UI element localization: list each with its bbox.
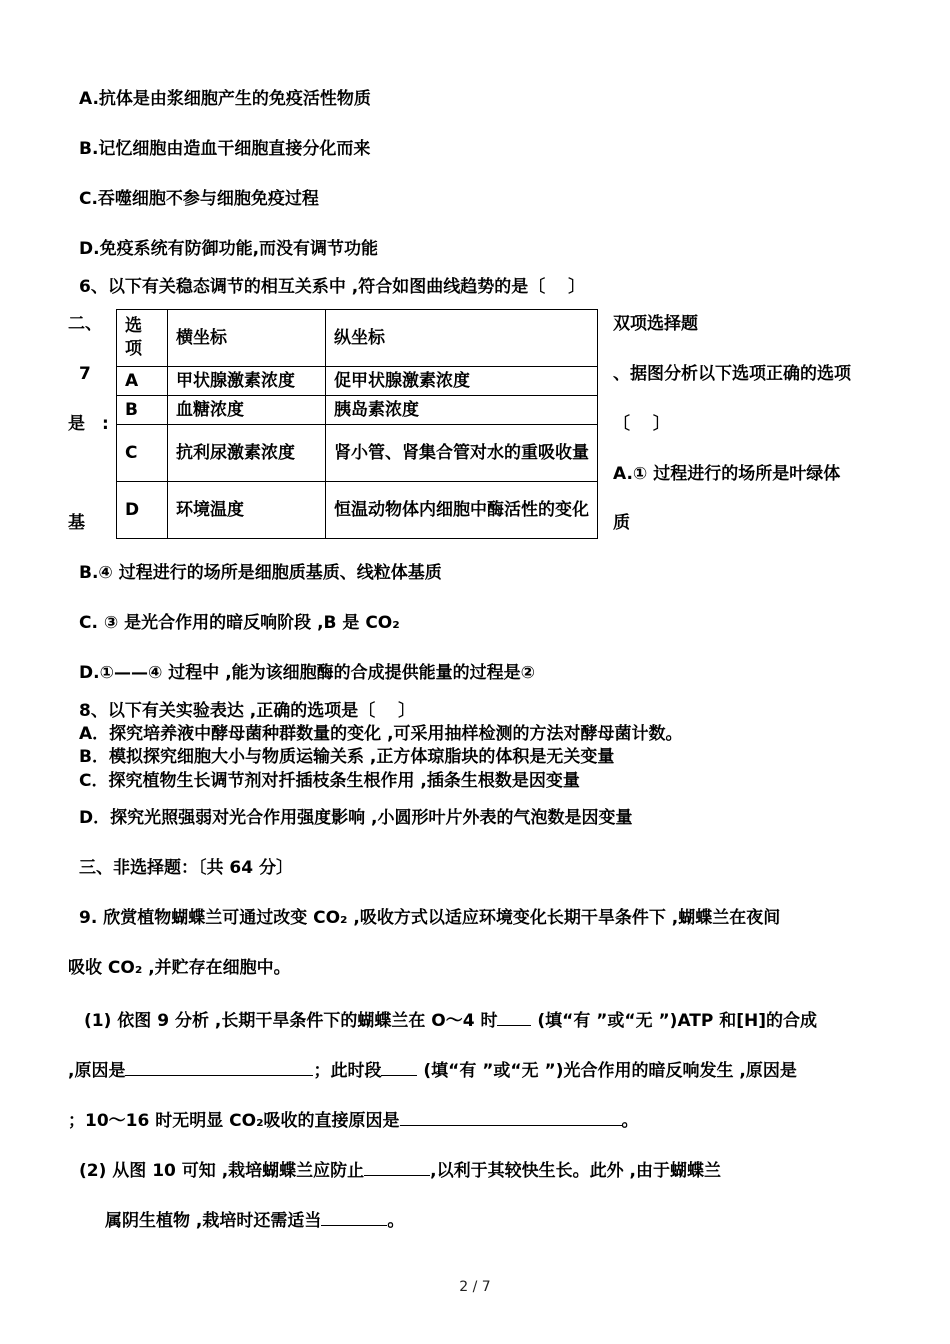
- q8-option-a: A．探究培养液中酵母菌种群数量的变化 ,可采用抽样检测的方法对酵母菌计数。: [79, 724, 683, 744]
- q7-option-c: C. ③ 是光合作用的暗反响阶段 ,B 是 CO₂: [79, 613, 400, 633]
- row-x: 抗利尿激素浓度: [168, 425, 326, 482]
- q9-p2-text-c: 属阴生植物 ,栽培时还需适当: [105, 1211, 322, 1231]
- q5-option-d: D.免疫系统有防御功能,而没有调节功能: [79, 239, 379, 259]
- q8-stem: 8、以下有关实验表达 ,正确的选项是〔 〕: [79, 701, 416, 721]
- q9-p2-text-a: (2) 从图 10 可知 ,栽培蝴蝶兰应防止: [79, 1161, 365, 1181]
- q9-line2: 吸收 CO₂ ,并贮存在细胞中。: [68, 958, 291, 978]
- row-option: C: [117, 425, 168, 482]
- answer-blank-4[interactable]: [400, 1107, 622, 1126]
- answer-blank-1[interactable]: [497, 1007, 531, 1026]
- q7-option-d: D.①——④ 过程中 ,能为该细胞酶的合成提供能量的过程是②: [79, 663, 536, 683]
- q7-option-a: A.① 过程进行的场所是叶绿体: [613, 464, 841, 484]
- q7-bracket: 〔 〕: [613, 414, 670, 434]
- table-row: [117, 367, 598, 396]
- answer-blank-3[interactable]: [381, 1057, 417, 1076]
- q9-p1-text-f: ；10～16 时无明显 CO₂吸收的直接原因是: [68, 1111, 400, 1131]
- q7-fragment-left: 是 :: [68, 414, 109, 434]
- q8-option-c: C．探究植物生长调节剂对扦插枝条生根作用 ,插条生根数是因变量: [79, 771, 580, 791]
- q9-p1-text-d: ；此时段: [313, 1061, 382, 1081]
- row-option: A: [117, 367, 168, 396]
- q9-part1-line3: [68, 1107, 639, 1132]
- q9-p1-text-e: (填“有 ”或“无 ”)光合作用的暗反响发生 ,原因是: [423, 1061, 797, 1081]
- section2-heading-prefix: 二、: [68, 314, 102, 334]
- section3-title: 三、非选择题：〔共 64 分〕: [79, 858, 293, 878]
- header-y: 纵坐标: [326, 310, 598, 367]
- row-y: 肾小管、肾集合管对水的重吸收量: [326, 425, 598, 482]
- row-y: 恒温动物体内细胞中酶活性的变化: [326, 482, 598, 539]
- q9-p1-text-c: ,原因是: [68, 1061, 126, 1081]
- q9-p2-text-b: ,以利于其较快生长。此外 ,由于蝴蝶兰: [430, 1161, 721, 1181]
- answer-blank-2[interactable]: [125, 1057, 313, 1076]
- row-y: 促甲状腺激素浓度: [326, 367, 598, 396]
- answer-blank-6[interactable]: [321, 1207, 387, 1226]
- table-row: [117, 396, 598, 425]
- q8-option-d: D．探究光照强弱对光合作用强度影响 ,小圆形叶片外表的气泡数是因变量: [79, 808, 633, 828]
- q7-fragment-left-2: 基: [68, 513, 85, 533]
- q7-stem: 、据图分析以下选项正确的选项: [613, 364, 851, 384]
- q7-option-a-cont: 质: [613, 513, 630, 533]
- row-x: 甲状腺激素浓度: [168, 367, 326, 396]
- q9-part2-line2: [105, 1207, 404, 1232]
- q6-stem: 6、以下有关稳态调节的相互关系中 ,符合如图曲线趋势的是〔 〕: [79, 277, 586, 297]
- table-row: [117, 482, 598, 539]
- row-option: B: [117, 396, 168, 425]
- q5-option-b: B.记忆细胞由造血干细胞直接分化而来: [79, 139, 371, 159]
- table-row: [117, 425, 598, 482]
- q9-part2-line1: [79, 1157, 721, 1182]
- header-option: 选项: [117, 310, 168, 367]
- q7-option-b: B.④ 过程进行的场所是细胞质基质、线粒体基质: [79, 563, 442, 583]
- q8-option-b: B．模拟探究细胞大小与物质运输关系 ,正方体琼脂块的体积是无关变量: [79, 747, 615, 767]
- q9-part1-line1: [84, 1007, 817, 1032]
- q5-option-a: A.抗体是由浆细胞产生的免疫活性物质: [79, 89, 371, 109]
- section2-heading: 双项选择题: [613, 314, 698, 334]
- header-x: 横坐标: [168, 310, 326, 367]
- q5-option-c: C.吞噬细胞不参与细胞免疫过程: [79, 189, 319, 209]
- q9-p1-text-a: (1) 依图 9 分析 ,长期干旱条件下的蝴蝶兰在 O～4 时: [84, 1011, 498, 1031]
- row-x: 血糖浓度: [168, 396, 326, 425]
- q6-options-table: [116, 309, 598, 539]
- q9-p1-text-g: 。: [621, 1111, 639, 1131]
- row-y: 胰岛素浓度: [326, 396, 598, 425]
- answer-blank-5[interactable]: [364, 1157, 430, 1176]
- row-x: 环境温度: [168, 482, 326, 539]
- q9-p1-text-b: (填“有 ”或“无 ”)ATP 和[H]的合成: [537, 1011, 818, 1031]
- q9-part1-line2: [68, 1057, 797, 1082]
- q9-line1: 9. 欣赏植物蝴蝶兰可通过改变 CO₂ ,吸收方式以适应环境变化长期干旱条件下 ,蝴蝶兰在夜间: [79, 908, 781, 928]
- table-header-row: [117, 310, 598, 367]
- q9-p2-text-d: 。: [387, 1211, 405, 1231]
- q7-number: 7: [79, 364, 91, 384]
- page-number: 2 / 7: [459, 1279, 491, 1295]
- row-option: D: [117, 482, 168, 539]
